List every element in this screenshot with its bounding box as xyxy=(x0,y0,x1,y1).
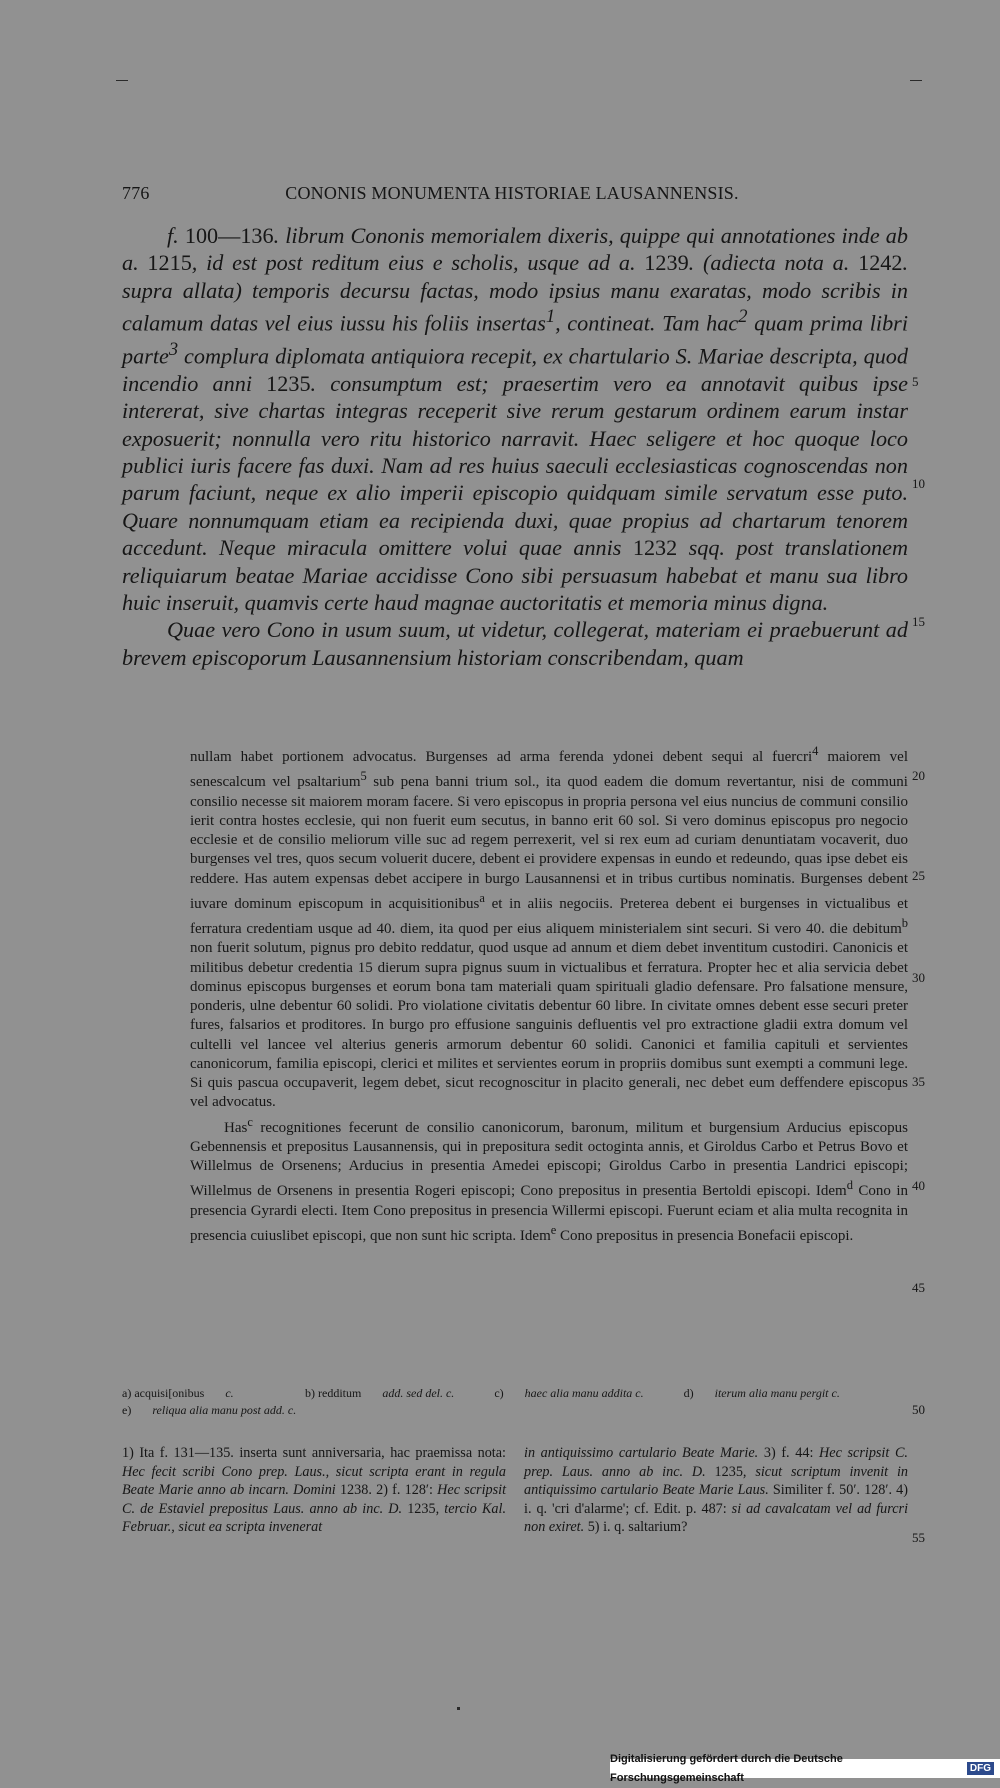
crop-mark xyxy=(910,80,922,81)
line-number: 35 xyxy=(912,1074,925,1089)
variant-ref: b xyxy=(901,916,908,930)
page-mark xyxy=(457,1707,460,1710)
funding-footer xyxy=(610,1752,1000,1784)
footnote-ref: 2 xyxy=(738,307,748,328)
line-number: 45 xyxy=(912,1280,925,1295)
variant-note-b: b) redditum add. sed del. c. xyxy=(305,1386,455,1400)
variant-ref: a xyxy=(479,890,485,905)
intro-paragraph: Quae vero Cono in usum suum, ut videtur, collegerat, materiam ei praebuerunt ad brevem episcoporum Lausannensium historiam conscribendam, quam xyxy=(122,617,908,670)
page-header xyxy=(122,183,902,209)
variant-ref: c xyxy=(247,1114,253,1129)
variant-notes xyxy=(122,1385,908,1419)
introduction-text xyxy=(122,222,908,671)
footnotes xyxy=(122,1444,908,1537)
charter-paragraph: nullam habet portionem advocatus. Burgenses ad arma ferenda ydonei debent sequi al fuercri$^4$ maiorem vel senescalcum vel psaltarium$^5$ sub pena banni trium sol., ita quod eadem die domum revertantur, nisi de communi consilio necesse sit maiorem moram facere. Si vero episcopus in propria persona vel eius nuncius de communi consilio ierit contra hostes ecclesie, qui non fuerit eum secutus, in banno erit 60 sol. Si vero dominus episcopus pro negocio ecclesie et de consilio meliorum ville suc ad regem perrexerit, vel si rex eum ad curiam denuntiatam vocaverit, duo burgenses vel tres, quos secum voluerit ducere, debent ei providere expensas in eundo et redeundo, quas ipse debet eis reddere. Has autem expensas debet accipere in burgo Lausannensi et in tribus curtibus nominatis. Burgenses debent iuvare dominum episcopum in acquisitionibus$^a$ et in aliis negociis. Preterea debent ei burgenses in victualibus et ferratura credentiam usque ad 40. diem, ita quod per eius aliquem ministerialem sint securi. Si vero 40. die debitum$^b$ non fuerit solutum, pignus pro debito reddatur, quod usque ad annum et diem debet inventitum custodiri. Canonicis et militibus debetur credentia 15 dierum supra pignus suum in victualibus et ferratura. Propter hec et alia servicia debet dominus episcopus burgenses et eorum bona tam materiali quam spirituali gladio defensare. Pro falsatione mensure, ponderis, ulne debentur 60 solidi. Pro violatione civitatis debentur 60 libre. In civitate omnes debent esse securi preter fures, falsarios et proditores. In burgo pro effusione sanguinis defluentis vel pro extractione gladii extra domum vel cultelli vel lancee vel alterius generis armorum debentur 60 solidi. Canonici et familia capituli et servientes canonicorum, familia episcopi, clerici et milites et servientes eorum in propriis domibus sunt exempti a communi lege. Si quis pascua occupaverit, legem debet, sicut recognoscitur in placito generali, nec debet eum deffendere episcopus vel advocatus. xyxy=(190,744,908,1111)
variant-ref: d xyxy=(846,1178,853,1193)
funding-notice: Digitalisierung gefördert durch die Deutsche Forschungsgemeinschaft xyxy=(610,1752,843,1784)
footnote-ref: 1 xyxy=(545,307,556,328)
line-number: 25 xyxy=(912,868,925,883)
line-number: 5 xyxy=(912,374,919,389)
line-number: 15 xyxy=(912,614,925,629)
line-number: 30 xyxy=(912,970,925,985)
footnote-ref: 4 xyxy=(812,744,819,758)
page-number: 776 xyxy=(122,183,150,203)
footnote-ref: 5 xyxy=(360,769,367,784)
intro-paragraph: f. 100—136. librum Cononis memorialem dixeris, quippe qui annotationes inde ab a. 1215, id est post reditum eius e scholis, usque ad a. 1239. (adiecta nota a. 1242. supra allata) temporis decursu factas, modo ipsius manu exaratas, modo scribis in calamum datas vel eius iussu his foliis insertas$^1$, contineat. Tam hac$^2$ quam prima libri parte$^3$ complura diplomata antiquiora recepit, ex chartulario S. Mariae descripta, quod incendio anni 1235. consumptum est; praesertim vero ea annotavit quibus ipse intererat, sive chartas integras receperit sive rerum gestarum ordinem earum instar exposuerit; nonnulla vero ritu historico narravit. Haec seligere et hoc quoque loco publici iuris facere fas duxi. Nam ad res huius saeculi ecclesiasticas cognoscendas non parum faciunt, neque ex alio imperii episcopio quidquam simile servatum esse puto. Quare nonnumquam etiam ea recipienda duxi, quae propius ad chartarum tenorem accedunt. Neque miracula omittere volui quae annis 1232 sqq. post translationem reliquiarum beatae Mariae accidisse Cono sibi persuasum habebat et manu sua libro huic inseruit, quamvis certe haud magnae auctoritatis et memoria minus digna. xyxy=(122,223,909,616)
line-number: 20 xyxy=(912,768,925,783)
line-number: 10 xyxy=(912,476,925,491)
variant-ref: e xyxy=(550,1222,557,1237)
crop-mark xyxy=(116,80,128,81)
footnotes-left-column: 1) Ita f. 131—135. inserta sunt anniversaria, hac praemissa nota: Hec fecit scribi Cono prep. Laus., sicut scripta erant in regula Beate Marie anno ab incarn. Domini 1238. 2) f. 128′: Hec scripsit C. de Estaviel prepositus Laus. anno ab inc. D. 1235, tercio Kal. Februar., sicut ea scripta invenerat xyxy=(122,1445,507,1536)
footnote-ref: 3 xyxy=(168,340,179,361)
line-number: 55 xyxy=(912,1530,925,1545)
dfg-logo: DFG xyxy=(967,1762,994,1775)
running-title: CONONIS MONUMENTA HISTORIAE LAUSANNENSIS. xyxy=(285,183,739,203)
variant-note-d: d) iterum alia manu pergit c. xyxy=(683,1386,840,1400)
line-number: 50 xyxy=(912,1402,925,1417)
footnotes-right-column: in antiquissimo cartulario Beate Marie. 3) f. 44: Hec scripsit C. prep. Laus. anno ab inc. D. 1235, sicut scriptum invenit in antiquissimo cartulario Beate Marie Laus. Similiter f. 50′. 128′. 4) i. q. 'cri d'alarme'; cf. Edit. p. 487: si ad cavalcatam vel ad furcri non exiret. 5) i. q. saltarium? xyxy=(524,1445,909,1536)
line-number: 40 xyxy=(912,1178,925,1193)
variant-note-a: a) acquisi[onibus c. xyxy=(122,1386,234,1400)
charter-text xyxy=(190,742,908,1246)
charter-paragraph: Has$^c$ recognitiones fecerunt de consilio canonicorum, baronum, militum et burgensium Arducius episcopus Gebennensis et prepositus Lausannensis, qui in prepositura sedit octoginta annis, et Giroldus Carbo et Petrus Bovo et Willelmus de Orsenens; Arducius in presentia Amedei episcopi; Giroldus Carbo in presentia Landrici episcopi; Willelmus de Orsenens in presentia Rogeri episcopi; Cono prepositus in presentia Bertoldi episcopi. Idem$^d$ Cono in presencia Gyrardi electi. Item Cono prepositus in presencia Willermi episcopi. Fuerunt eciam et alia multa recognita in presencia cuiuslibet episcopi, que non sunt hic scripta. Idem$^e$ Cono prepositus in presencia Bonefacii episcopi. xyxy=(190,1114,908,1244)
variant-note-c: c) haec alia manu addita c. xyxy=(494,1386,644,1400)
variant-note-e: e) reliqua alia manu post add. c. xyxy=(122,1403,297,1417)
